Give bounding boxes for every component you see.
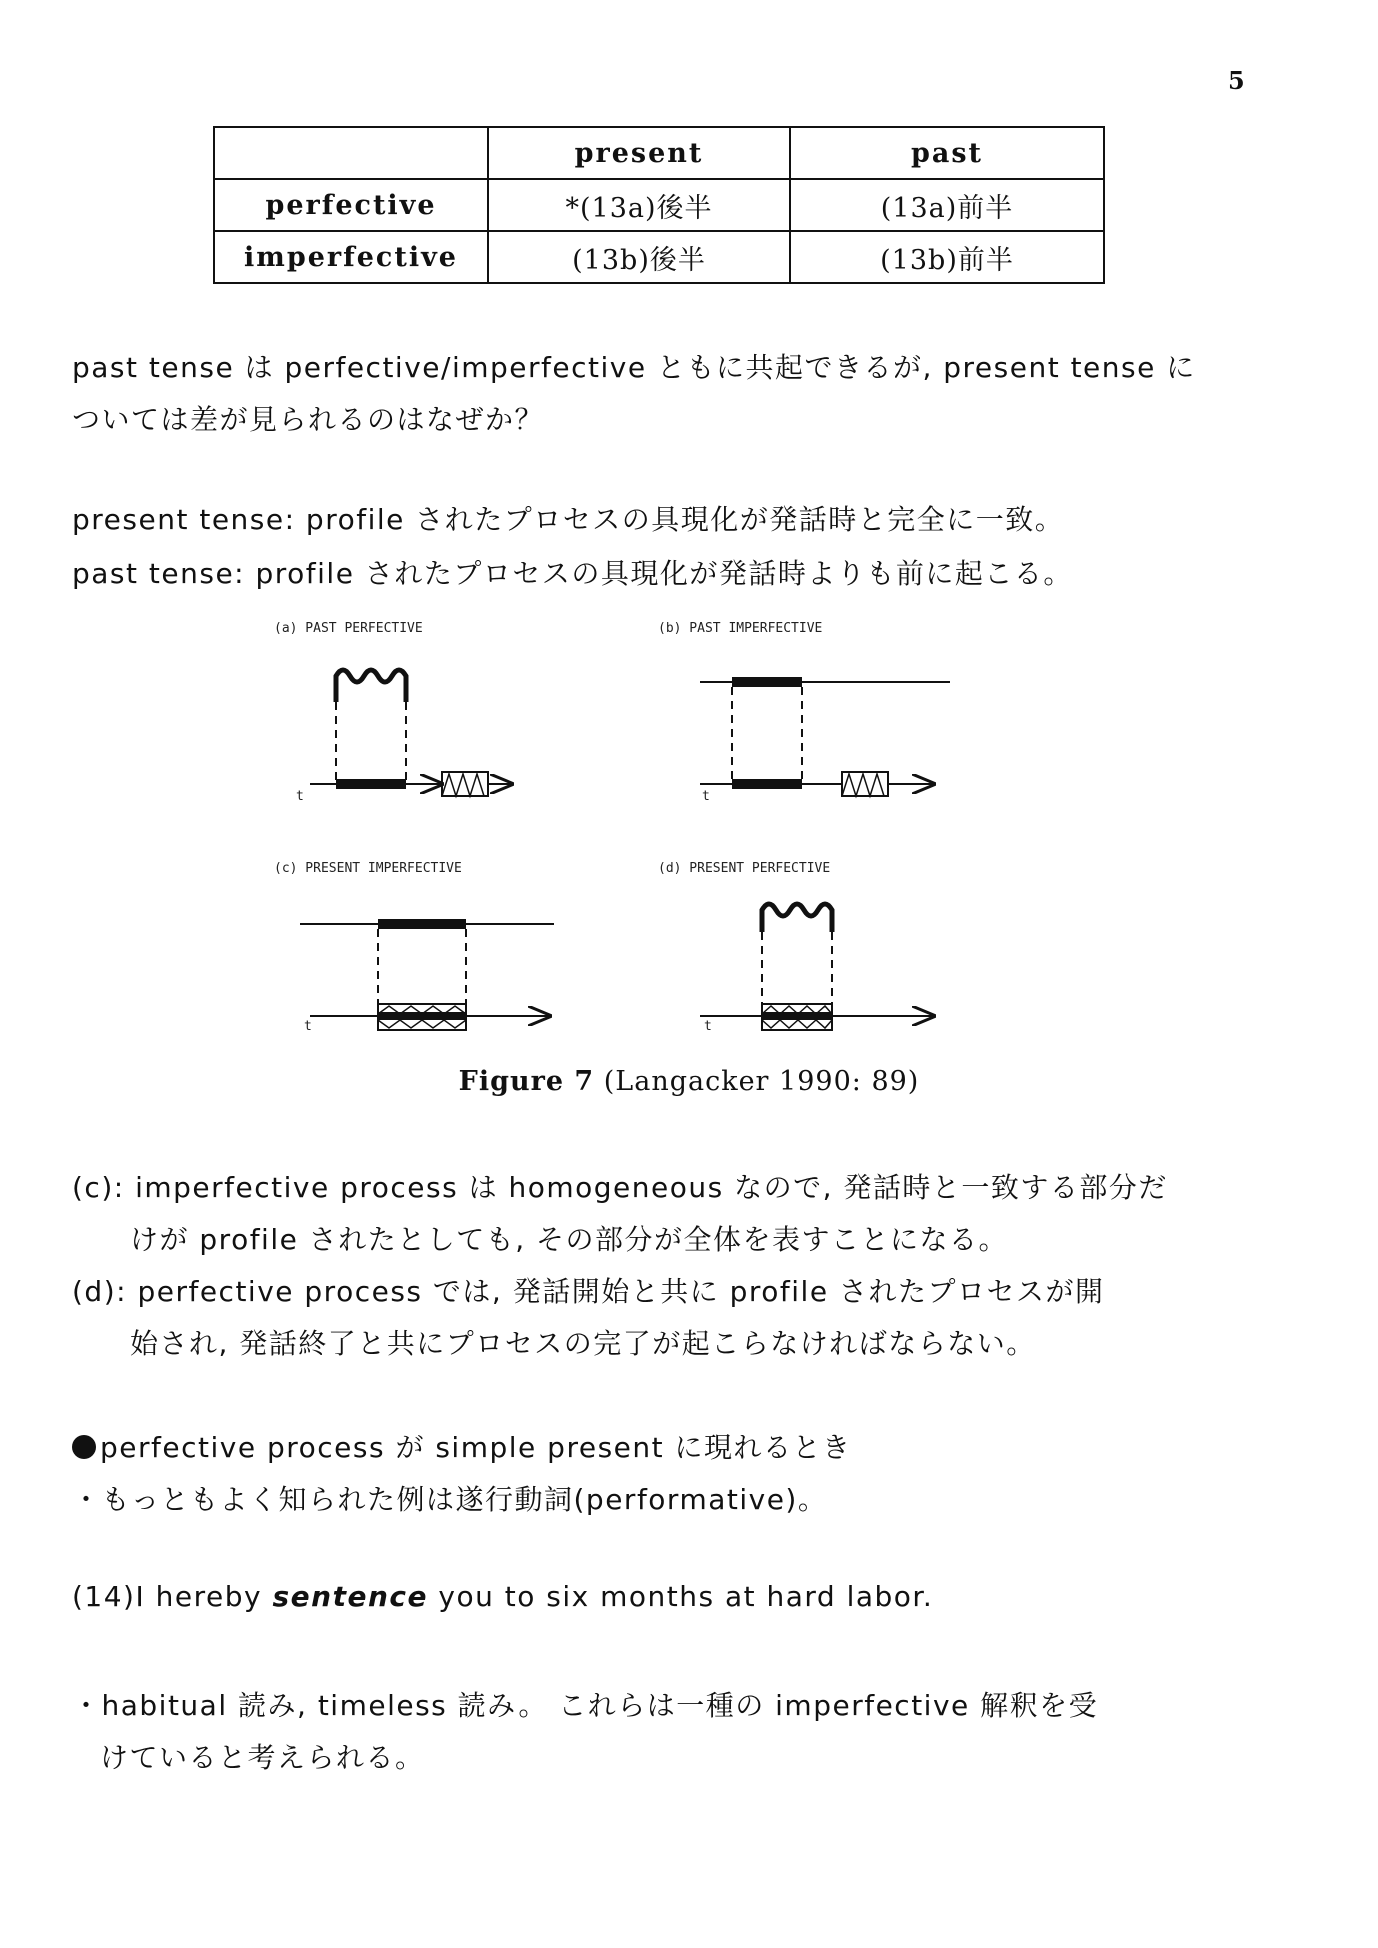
profiled-segment [732, 677, 802, 687]
axis-label: t [704, 1019, 712, 1034]
profiled-segment [732, 779, 802, 789]
example-verb: sentence [272, 1580, 428, 1613]
figure-7 [270, 610, 970, 1050]
bullet-heading-text: perfective process が simple present に現れるとき [100, 1431, 852, 1464]
figure-caption-label: Figure 7 [458, 1066, 595, 1097]
panel-d [658, 861, 934, 1034]
panel-label: (c) PRESENT IMPERFECTIVE [274, 861, 462, 876]
figure-caption-source: (Langacker 1990: 89) [594, 1066, 920, 1097]
table-cell: (13a)前半 [790, 179, 1104, 231]
table-row-label: perfective [214, 179, 488, 231]
table-cell: (13b)前半 [790, 231, 1104, 283]
speech-zigzag [842, 774, 884, 796]
explanation-c-line: (c): imperfective process は homogeneous なので, 発話時と一致する部分だ [72, 1171, 1168, 1204]
axis-label: t [296, 789, 304, 804]
explanation-d-line: 始され, 発話終了と共にプロセスの完了が起こらなければならない。 [130, 1327, 1036, 1360]
explanation-d-line: (d): perfective process では, 発話開始と共に profile されたプロセスが開 [72, 1275, 1105, 1308]
question-line: past tense は perfective/imperfective ともに共起できるが, present tense に [72, 351, 1196, 384]
table-row [214, 231, 1104, 283]
figure-caption [0, 1066, 1378, 1097]
habitual-line: ・habitual 読み, timeless 読み。 これらは一種の imperfective 解釈を受 [72, 1689, 1099, 1722]
axis-label: t [702, 789, 710, 804]
table-cell: *(13a)後半 [488, 179, 790, 231]
tense-aspect-table [213, 126, 1105, 284]
table-header-cell: past [790, 127, 1104, 179]
speech-zigzag [442, 774, 484, 796]
panel-b [658, 621, 950, 804]
past-tense-definition: past tense: profile されたプロセスの具現化が発話時よりも前に起こる。 [72, 557, 1073, 590]
example-prefix: (14)I hereby [72, 1580, 273, 1613]
table-cell: (13b)後半 [488, 231, 790, 283]
panel-c [274, 861, 554, 1034]
profiled-segment [762, 1012, 832, 1020]
profiled-segment [336, 779, 406, 789]
question-line: ついては差が見られるのはなぜか？ [72, 403, 545, 436]
example-14 [72, 1580, 933, 1613]
bullet-heading [72, 1426, 852, 1466]
profiled-segment [378, 1012, 466, 1020]
tense-aspect-diagrams [270, 610, 970, 1050]
table-row-label: imperfective [214, 231, 488, 283]
process-wave [336, 670, 406, 702]
table-header-cell [214, 127, 488, 179]
panel-a [274, 621, 512, 804]
page-number: 5 [1228, 66, 1245, 95]
process-wave [762, 904, 832, 932]
explanation-c-line: けが profile されたとしても, その部分が全体を表すことになる。 [130, 1223, 1009, 1256]
bullet-dot-icon [72, 1435, 96, 1459]
panel-label: (a) PAST PERFECTIVE [274, 621, 423, 636]
panel-label: (b) PAST IMPERFECTIVE [658, 621, 823, 636]
profiled-segment [378, 919, 466, 929]
present-tense-definition: present tense: profile されたプロセスの具現化が発話時と完全に一致。 [72, 503, 1065, 536]
panel-label: (d) PRESENT PERFECTIVE [658, 861, 831, 876]
table-header-row [214, 127, 1104, 179]
table-header-cell: present [488, 127, 790, 179]
table-row [214, 179, 1104, 231]
habitual-line: けていると考えられる。 [100, 1741, 425, 1774]
axis-label: t [304, 1019, 312, 1034]
bullet-item: ・もっともよく知られた例は遂行動詞(performative)。 [72, 1483, 828, 1516]
example-suffix: you to six months at hard labor. [427, 1580, 934, 1613]
